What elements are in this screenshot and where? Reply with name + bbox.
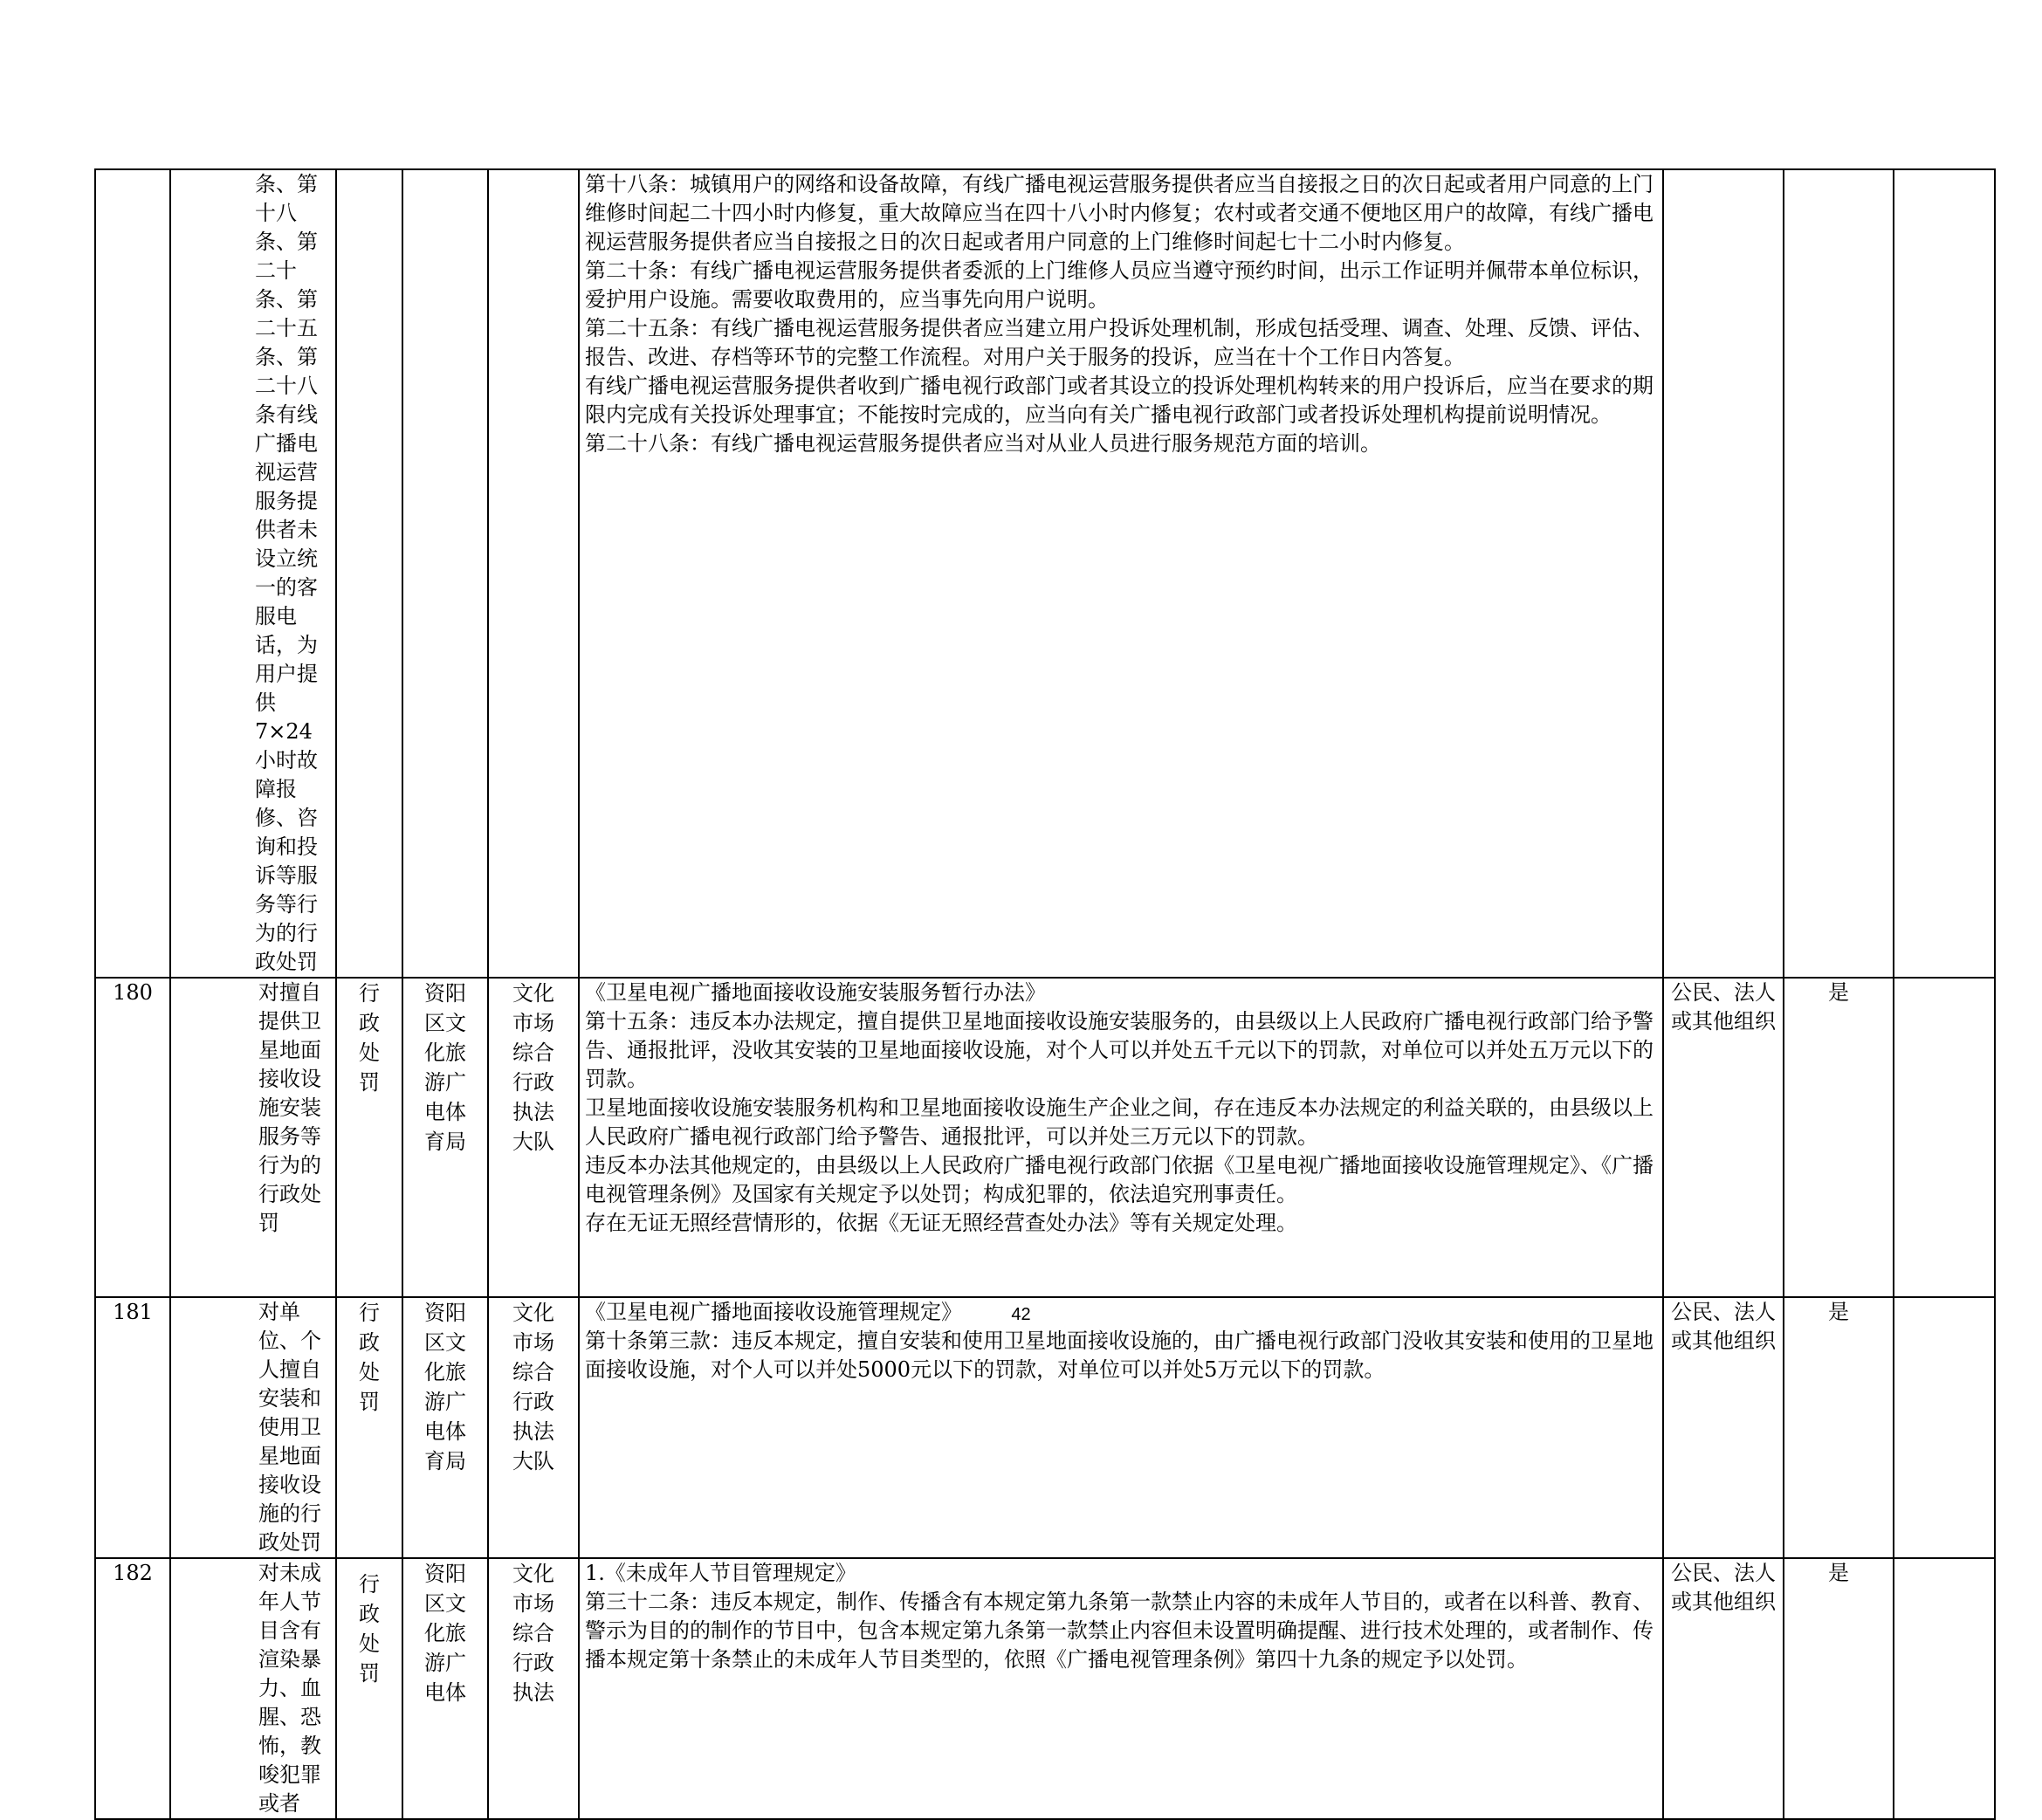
- is-flag: [1784, 169, 1894, 978]
- table-row: [95, 1558, 1995, 1819]
- enforcement-unit: [488, 169, 579, 978]
- target-object: 公民、法人或其他组织: [1663, 978, 1784, 1297]
- page-number: 42: [1011, 1305, 1031, 1324]
- is-flag: 是: [1784, 1297, 1894, 1558]
- item-name: 条、第十八条、第二十条、第二十五条、第二十八条有线广播电视运营服务提供者未设立统一的客服电话，为用户提供7×24小时故障报修、咨询和投诉等服务等行为的行政处罚: [170, 169, 336, 978]
- responsible-dept: 资阳区文化旅游广电体育局: [402, 978, 488, 1297]
- item-type: [336, 169, 402, 978]
- item-name: 对单位、个人擅自安装和使用卫星地面接收设施的行政处罚: [170, 1297, 336, 1558]
- target-object: [1663, 169, 1784, 978]
- target-object: 公民、法人或其他组织: [1663, 1297, 1784, 1558]
- responsible-dept: 资阳区文化旅游广电体: [402, 1558, 488, 1819]
- basis-paragraph: 第三十二条：违反本规定，制作、传播含有本规定第九条第一款禁止内容的未成年人节目的，或者在以科普、教育、警示为目的的制作的节目中，包含本规定第九条第一款禁止内容但未设置明确提醒、进行技术处理的，或者制作、传播本规定第十条禁止的未成年人节目类型的，依照《广播电视管理条例》第四十九条的规定予以处罚。: [585, 1590, 1654, 1672]
- remark-cell: [1894, 1558, 1995, 1819]
- legal-basis: [579, 1297, 1663, 1558]
- item-type: 行政处罚: [336, 1558, 402, 1819]
- table-row: [95, 978, 1995, 1297]
- is-flag: 是: [1784, 978, 1894, 1297]
- basis-paragraph: 第十条第三款：违反本规定，擅自安装和使用卫星地面接收设施的，由广播电视行政部门没收其安装和使用的卫星地面接收设施，对个人可以并处5000元以下的罚款，对单位可以并处5万元以下的罚款。: [585, 1329, 1654, 1382]
- basis-paragraph: 《卫星电视广播地面接收设施管理规定》: [585, 1300, 962, 1324]
- basis-paragraph: 《卫星电视广播地面接收设施安装服务暂行办法》: [585, 980, 1046, 1005]
- item-name: 对未成年人节目含有渲染暴力、血腥、恐怖，教唆犯罪或者: [170, 1558, 336, 1819]
- row-number: 180: [95, 978, 170, 1297]
- basis-paragraph: 第二十五条：有线广播电视运营服务提供者应当建立用户投诉处理机制，形成包括受理、调查、处理、反馈、评估、报告、改进、存档等环节的完整工作流程。对用户关于服务的投诉，应当在十个工作日内答复。: [585, 316, 1654, 369]
- basis-paragraph: 第二十八条：有线广播电视运营服务提供者应当对从业人员进行服务规范方面的培训。: [585, 431, 1381, 456]
- item-name: 对擅自提供卫星地面接收设施安装服务等行为的行政处罚: [170, 978, 336, 1297]
- penalty-table: [94, 168, 1996, 1820]
- legal-basis: [579, 169, 1663, 978]
- remark-cell: [1894, 1297, 1995, 1558]
- remark-cell: [1894, 169, 1995, 978]
- remark-cell: [1894, 978, 1995, 1297]
- basis-paragraph: 有线广播电视运营服务提供者收到广播电视行政部门或者其设立的投诉处理机构转来的用户投诉后，应当在要求的期限内完成有关投诉处理事宜；不能按时完成的，应当向有关广播电视行政部门或者投诉处理机构提前说明情况。: [585, 374, 1654, 427]
- basis-paragraph: 违反本办法其他规定的，由县级以上人民政府广播电视行政部门依据《卫星电视广播地面接收设施管理规定》、《广播电视管理条例》及国家有关规定予以处罚；构成犯罪的，依法追究刑事责任。: [585, 1153, 1654, 1206]
- is-flag: 是: [1784, 1558, 1894, 1819]
- table-row: [95, 1297, 1995, 1558]
- basis-paragraph: 存在无证无照经营情形的，依据《无证无照经营查处办法》等有关规定处理。: [585, 1211, 1297, 1235]
- enforcement-unit: 文化市场综合行政执法大队: [488, 1297, 579, 1558]
- legal-basis: [579, 1558, 1663, 1819]
- item-type: 行政处罚: [336, 978, 402, 1297]
- enforcement-unit: 文化市场综合行政执法大队: [488, 978, 579, 1297]
- legal-basis: [579, 978, 1663, 1297]
- item-type: 行政处罚: [336, 1297, 402, 1558]
- table-row: [95, 169, 1995, 978]
- target-object: 公民、法人或其他组织: [1663, 1558, 1784, 1819]
- row-number: 182: [95, 1558, 170, 1819]
- basis-paragraph: 1.《未成年人节目管理规定》: [585, 1561, 856, 1585]
- responsible-dept: 资阳区文化旅游广电体育局: [402, 1297, 488, 1558]
- basis-paragraph: 第二十条：有线广播电视运营服务提供者委派的上门维修人员应当遵守预约时间，出示工作证明并佩带本单位标识，爱护用户设施。需要收取费用的，应当事先向用户说明。: [585, 258, 1654, 312]
- basis-paragraph: 第十五条：违反本办法规定，擅自提供卫星地面接收设施安装服务的，由县级以上人民政府广播电视行政部门给予警告、通报批评，没收其安装的卫星地面接收设施，对个人可以并处五千元以下的罚款，对单位可以并处五万元以下的罚款。: [585, 1009, 1654, 1091]
- row-number: 181: [95, 1297, 170, 1558]
- row-number: [95, 169, 170, 978]
- basis-paragraph: 卫星地面接收设施安装服务机构和卫星地面接收设施生产企业之间，存在违反本办法规定的利益关联的，由县级以上人民政府广播电视行政部门给予警告、通报批评，可以并处三万元以下的罚款。: [585, 1095, 1654, 1149]
- responsible-dept: [402, 169, 488, 978]
- basis-paragraph: 第十八条：城镇用户的网络和设备故障，有线广播电视运营服务提供者应当自接报之日的次日起或者用户同意的上门维修时间起二十四小时内修复，重大故障应当在四十八小时内修复；农村或者交通不便地区用户的故障，有线广播电视运营服务提供者应当自接报之日的次日起或者用户同意的上门维修时间起七十二小时内修复。: [585, 172, 1654, 254]
- enforcement-unit: 文化市场综合行政执法: [488, 1558, 579, 1819]
